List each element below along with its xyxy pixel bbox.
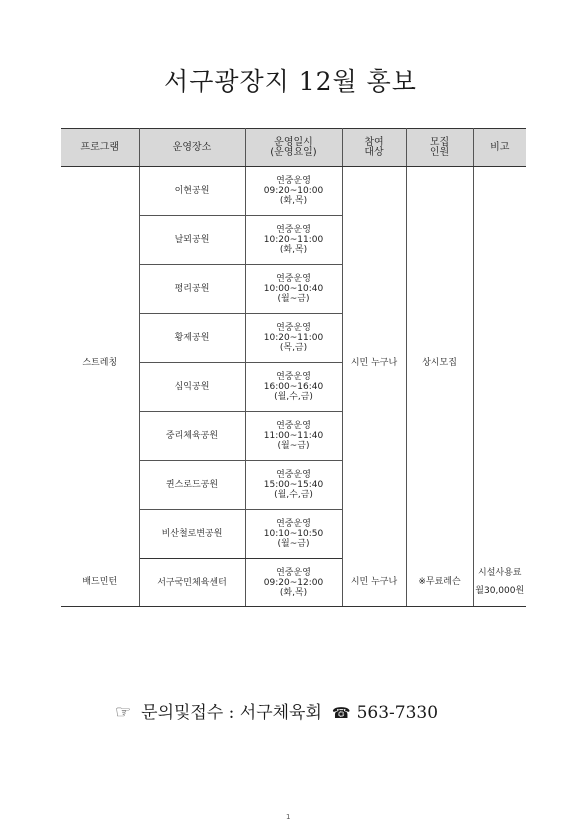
days-text: (화,목) (279, 196, 308, 206)
location-cell: 서구국민체육센터 (139, 559, 245, 607)
status-text: 연중운영 (276, 567, 311, 578)
recruit-badminton: ※무료레슨 (406, 559, 473, 607)
time-cell (245, 461, 342, 510)
target-badminton: 시민 누구나 (342, 559, 406, 607)
time-cell (245, 265, 342, 314)
time-text: 10:20~11:00 (263, 333, 324, 343)
time-cell (245, 412, 342, 461)
header-time (245, 129, 342, 167)
note-line1: 시설사용료 (478, 568, 522, 579)
time-cell (245, 510, 342, 559)
time-text: 09:20~12:00 (263, 577, 324, 588)
location-cell: 비산철로변공원 (139, 510, 245, 559)
pointing-hand-icon: ☞ (115, 702, 132, 723)
time-text: 11:00~11:40 (263, 431, 324, 441)
page-title: 서구광장지 12월 홍보 (164, 67, 417, 96)
days-text: (월~금) (277, 539, 310, 549)
header-time-line1: 운영일시 (274, 136, 313, 148)
header-target (342, 129, 406, 167)
status-text: 연중운영 (276, 519, 311, 529)
header-recruit (406, 129, 473, 167)
days-text: (월~금) (277, 441, 310, 451)
target-stretching: 시민 누구나 (342, 167, 406, 559)
page-number: 1 (286, 813, 291, 821)
location-cell: 황제공원 (139, 314, 245, 363)
time-cell (245, 216, 342, 265)
schedule-table (61, 128, 526, 607)
status-text: 연중운영 (276, 421, 311, 431)
days-text: (화,목) (279, 245, 308, 255)
contact-footer (115, 698, 438, 723)
days-text: (화,목) (279, 587, 308, 598)
status-text: 연중운영 (276, 274, 311, 284)
location-cell: 이현공원 (139, 167, 245, 216)
header-location: 운영장소 (139, 129, 245, 167)
status-text: 연중운영 (276, 470, 311, 480)
time-text: 10:10~10:50 (263, 529, 324, 539)
header-recruit-line2: 인원 (429, 146, 450, 158)
time-text: 09:20~10:00 (263, 186, 324, 196)
telephone-icon: ☎ (331, 704, 351, 722)
time-text: 10:00~10:40 (263, 284, 324, 294)
table-row (61, 167, 526, 216)
days-text: (월~금) (277, 294, 310, 304)
status-text: 연중운영 (276, 176, 311, 186)
location-cell: 심익공원 (139, 363, 245, 412)
contact-phone: 563-7330 (356, 703, 439, 723)
location-cell: 날뫼공원 (139, 216, 245, 265)
time-cell (245, 363, 342, 412)
header-target-line1: 참여 (364, 136, 384, 148)
recruit-stretching: 상시모집 (406, 167, 473, 559)
time-text: 16:00~16:40 (263, 382, 324, 392)
time-text: 15:00~15:40 (263, 480, 324, 490)
contact-label: 문의및접수 : 서구체육회 (141, 703, 322, 723)
program-badminton: 배드민턴 (61, 559, 139, 607)
days-text: (월,수,금) (274, 490, 313, 500)
header-target-line2: 대상 (364, 146, 384, 158)
note-line2: 월30,000원 (475, 586, 525, 597)
location-cell: 중리체육공원 (139, 412, 245, 461)
time-text: 10:20~11:00 (263, 235, 324, 245)
header-note: 비고 (473, 129, 526, 167)
time-cell (245, 167, 342, 216)
header-recruit-line1: 모집 (429, 136, 450, 148)
status-text: 연중운영 (276, 372, 311, 382)
location-cell: 평리공원 (139, 265, 245, 314)
days-text: (월,수,금) (274, 392, 313, 402)
note-badminton (473, 559, 526, 607)
header-time-line2: (운영요일) (270, 146, 317, 158)
program-stretching: 스트레칭 (61, 167, 139, 559)
days-text: (목,금) (279, 343, 308, 353)
header-program: 프로그램 (61, 129, 139, 167)
time-cell (245, 314, 342, 363)
status-text: 연중운영 (276, 225, 311, 235)
table-row-badminton (61, 559, 526, 607)
status-text: 연중운영 (276, 323, 311, 333)
header-row (61, 129, 526, 167)
note-stretching (473, 167, 526, 559)
time-cell (245, 559, 342, 607)
location-cell: 퀸스로드공원 (139, 461, 245, 510)
